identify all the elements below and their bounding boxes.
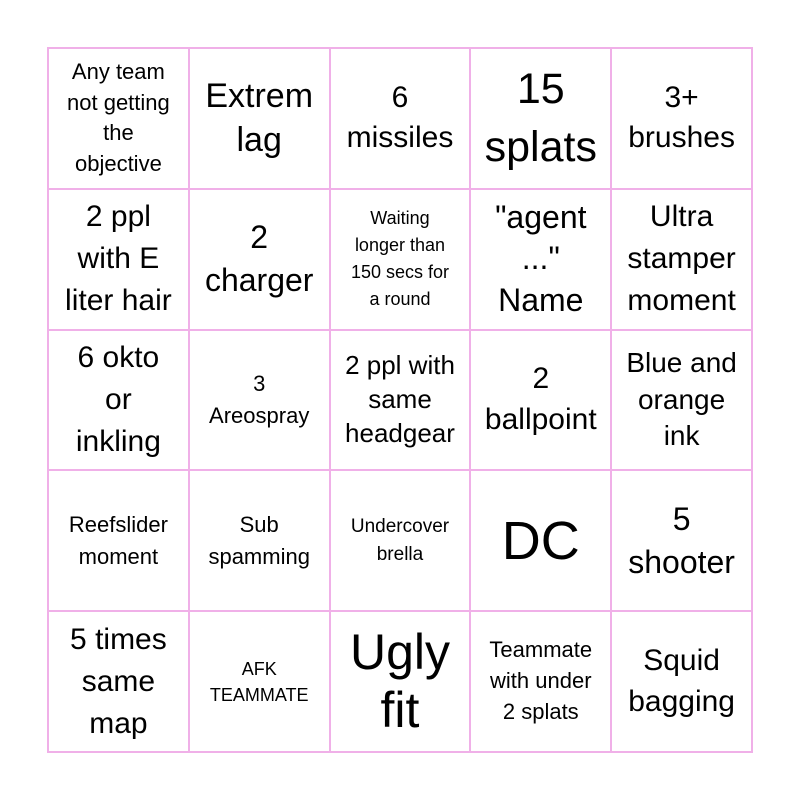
bingo-card xyxy=(47,47,753,753)
bingo-cell[interactable]: Teammate with under 2 splats xyxy=(470,611,611,752)
bingo-cell[interactable]: 2 ppl with same headgear xyxy=(330,330,471,471)
bingo-cell[interactable]: "agent ..." Name xyxy=(470,189,611,330)
bingo-cell[interactable]: 5 shooter xyxy=(611,470,752,611)
bingo-cell[interactable]: Extrem lag xyxy=(189,48,330,189)
bingo-cell[interactable]: 3 Areospray xyxy=(189,330,330,471)
bingo-cell[interactable]: Squid bagging xyxy=(611,611,752,752)
bingo-cell[interactable]: Undercover brella xyxy=(330,470,471,611)
bingo-cell[interactable]: 2 charger xyxy=(189,189,330,330)
bingo-cell[interactable]: Blue and orange ink xyxy=(611,330,752,471)
bingo-cell[interactable]: AFK TEAMMATE xyxy=(189,611,330,752)
bingo-cell[interactable]: Reefslider moment xyxy=(48,470,189,611)
bingo-cell[interactable]: DC xyxy=(470,470,611,611)
bingo-cell[interactable]: Ugly fit xyxy=(330,611,471,752)
bingo-cell[interactable]: Ultra stamper moment xyxy=(611,189,752,330)
bingo-cell[interactable]: 15 splats xyxy=(470,48,611,189)
bingo-cell[interactable]: Sub spamming xyxy=(189,470,330,611)
bingo-cell[interactable]: Waiting longer than 150 secs for a round xyxy=(330,189,471,330)
bingo-cell[interactable]: 6 missiles xyxy=(330,48,471,189)
bingo-cell[interactable]: 3+ brushes xyxy=(611,48,752,189)
bingo-cell[interactable]: 5 times same map xyxy=(48,611,189,752)
bingo-cell[interactable]: Any team not getting the objective xyxy=(48,48,189,189)
bingo-cell[interactable]: 6 okto or inkling xyxy=(48,330,189,471)
bingo-cell[interactable]: 2 ballpoint xyxy=(470,330,611,471)
bingo-cell[interactable]: 2 ppl with E liter hair xyxy=(48,189,189,330)
